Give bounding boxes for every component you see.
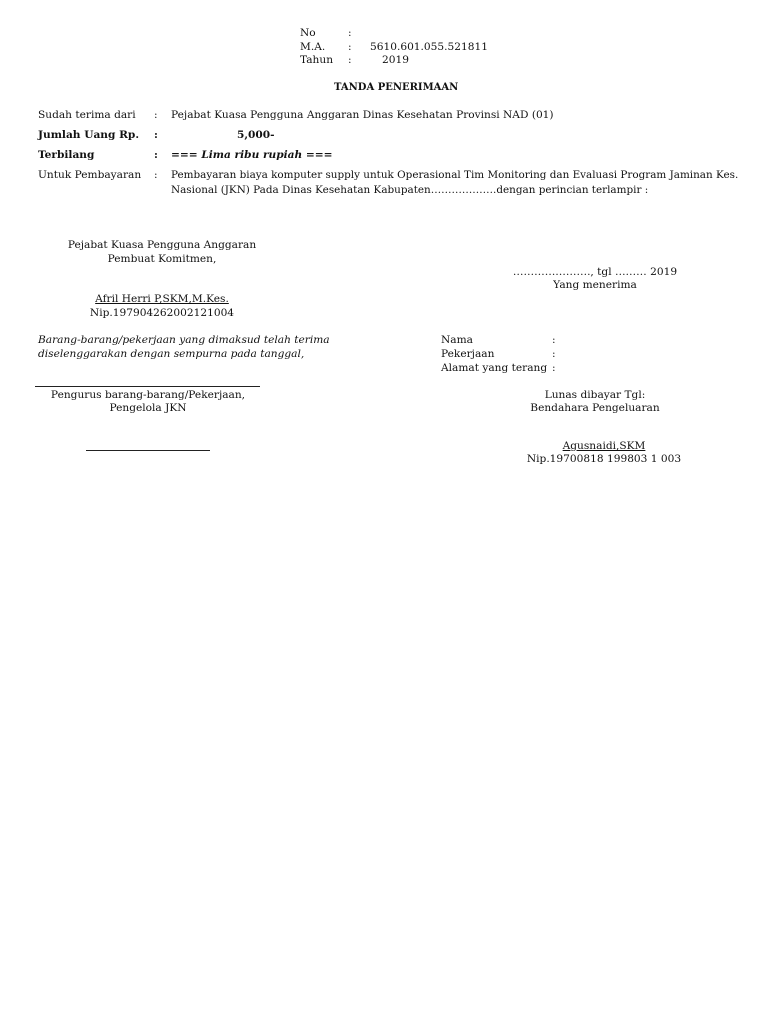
bendahara-name: Agusnaidi,SKM bbox=[562, 440, 646, 452]
bendahara-line1: Lunas dibayar Tgl: bbox=[544, 389, 646, 401]
pengurus-signature-line bbox=[35, 386, 260, 387]
left-role-line2: Pembuat Komitmen, bbox=[107, 253, 217, 265]
jumlah-label: Jumlah Uang Rp. bbox=[38, 129, 140, 141]
left-signer-name: Afril Herri P,SKM,M.Kes. bbox=[95, 293, 229, 305]
bendahara-line2: Bendahara Pengeluaran bbox=[530, 402, 660, 414]
barang-note-line2: diselenggarakan dengan sempurna pada tanggal, bbox=[38, 348, 305, 360]
document-title: TANDA PENERIMAAN bbox=[334, 82, 459, 93]
receiver-date-line: …………………., tgl ……… 2019 bbox=[512, 266, 678, 278]
ma-label: M.A. bbox=[300, 41, 326, 53]
jumlah-colon: : bbox=[154, 129, 158, 141]
terbilang-label: Terbilang bbox=[38, 149, 95, 161]
nama-colon: : bbox=[552, 334, 556, 346]
alamat-label: Alamat yang terang bbox=[441, 362, 548, 374]
pekerjaan-colon: : bbox=[552, 348, 556, 360]
terbilang-colon: : bbox=[154, 149, 158, 161]
no-colon: : bbox=[348, 27, 352, 39]
receiver-role: Yang menerima bbox=[553, 279, 637, 291]
left-signer-nip: Nip.197904262002121004 bbox=[89, 307, 235, 319]
left-role-line1: Pejabat Kuasa Pengguna Anggaran bbox=[67, 239, 257, 251]
ma-value: 5610.601.055.521811 bbox=[370, 41, 488, 53]
tahun-colon: : bbox=[348, 54, 352, 66]
tahun-value: 2019 bbox=[382, 54, 409, 66]
alamat-colon: : bbox=[552, 362, 556, 374]
ma-colon: : bbox=[348, 41, 352, 53]
pekerjaan-label: Pekerjaan bbox=[441, 348, 495, 360]
terima-label: Sudah terima dari bbox=[38, 109, 136, 121]
nama-label: Nama bbox=[441, 334, 473, 346]
pengurus-line2: Pengelola JKN bbox=[109, 402, 187, 414]
pembayaran-line1: Pembayaran biaya komputer supply untuk Operasional Tim Monitoring dan Evaluasi Program Jaminan Kes. bbox=[171, 169, 739, 181]
bendahara-nip: Nip.19700818 199803 1 003 bbox=[526, 453, 682, 465]
pembayaran-label: Untuk Pembayaran bbox=[38, 169, 142, 181]
pembayaran-line2: Nasional (JKN) Pada Dinas Kesehatan Kabupaten……………….dengan perincian terlampir : bbox=[171, 184, 649, 196]
tahun-label: Tahun bbox=[300, 54, 334, 66]
jumlah-value: 5,000- bbox=[237, 129, 275, 141]
barang-note-line1: Barang-barang/pekerjaan yang dimaksud telah terima bbox=[38, 334, 330, 346]
no-label: No bbox=[300, 27, 316, 39]
pembayaran-colon: : bbox=[154, 169, 158, 181]
terima-colon: : bbox=[154, 109, 158, 121]
terima-value: Pejabat Kuasa Pengguna Anggaran Dinas Kesehatan Provinsi NAD (01) bbox=[171, 109, 554, 121]
pengurus-name-line bbox=[86, 450, 210, 451]
terbilang-value: === Lima ribu rupiah === bbox=[171, 149, 333, 161]
pengurus-line1: Pengurus barang-barang/Pekerjaan, bbox=[50, 389, 246, 401]
